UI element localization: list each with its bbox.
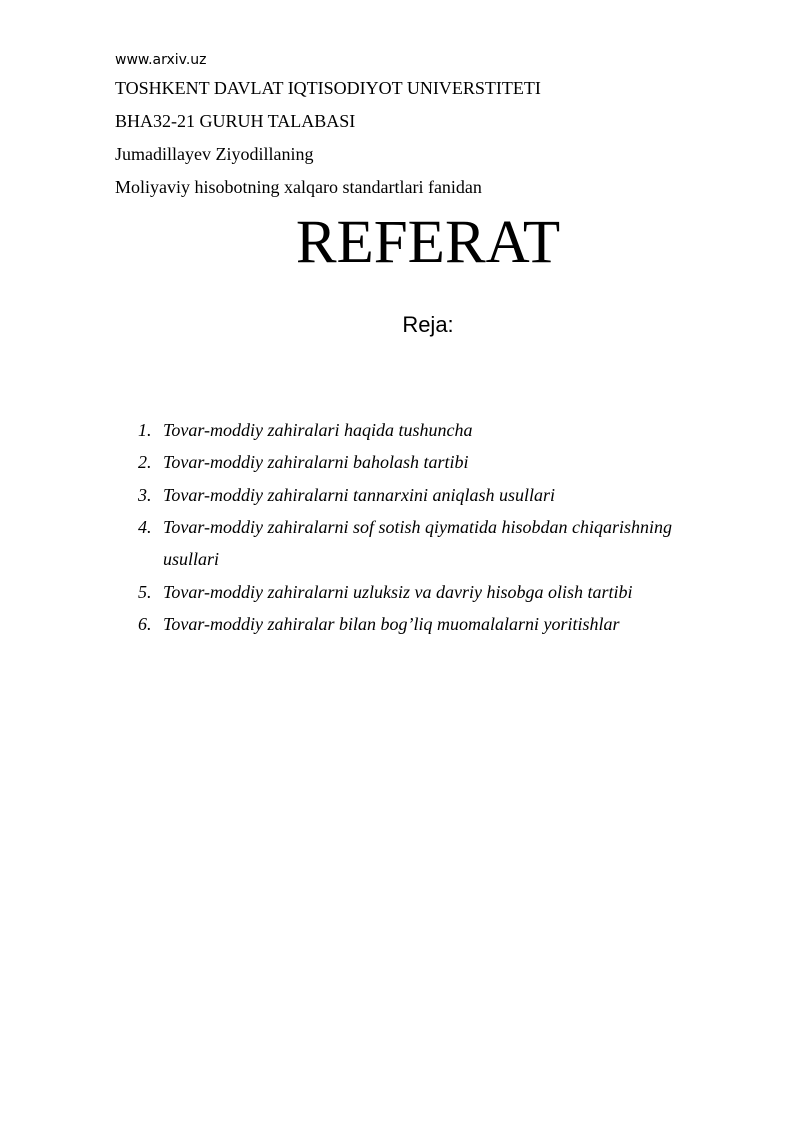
plan-item-text: Tovar-moddiy zahiralarni baholash tartibi xyxy=(163,452,469,472)
plan-item-text: Tovar-moddiy zahiralarni uzluksiz va davriy hisobga olish tartibi xyxy=(163,582,633,602)
group-name: BHA32-21 GURUH TALABASI xyxy=(115,111,356,131)
author-name: Jumadillayev Ziyodillaning xyxy=(115,144,314,164)
plan-item-text-continuation: usullari xyxy=(163,549,220,569)
plan-item-number: 4. xyxy=(138,517,152,537)
plan-item-number: 2. xyxy=(138,452,152,472)
plan-heading: Reja: xyxy=(402,312,454,337)
plan-item-number: 5. xyxy=(138,582,152,602)
subject-name: Moliyaviy hisobotning xalqaro standartlari fanidan xyxy=(115,177,482,197)
plan-item-number: 1. xyxy=(138,420,152,440)
plan-item-text: Tovar-moddiy zahiralarni tannarxini aniqlash usullari xyxy=(163,485,556,505)
site-watermark: www.arxiv.uz xyxy=(115,52,207,68)
plan-item-number: 3. xyxy=(138,485,152,505)
plan-item-text: Tovar-moddiy zahiralari haqida tushuncha xyxy=(163,420,473,440)
plan-item-number: 6. xyxy=(138,614,152,634)
plan-item-text: Tovar-moddiy zahiralarni sof sotish qiymatida hisobdan chiqarishning xyxy=(163,517,673,537)
document-title: REFERAT xyxy=(295,209,561,276)
plan-item-text: Tovar-moddiy zahiralar bilan bog’liq muomalalarni yoritishlar xyxy=(163,614,620,634)
university-name: TOSHKENT DAVLAT IQTISODIYOT UNIVERSTITETI xyxy=(115,78,541,98)
